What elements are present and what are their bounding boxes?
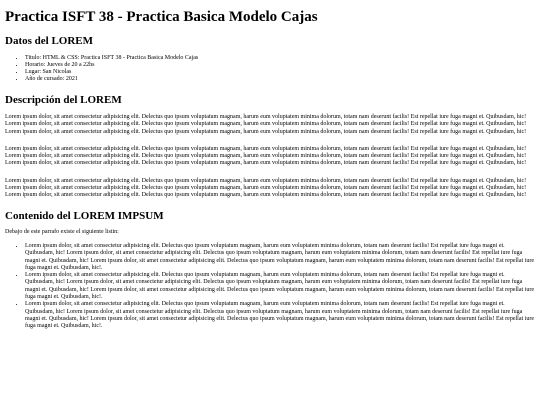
datos-item-anio: • Año de cursado: 2021	[25, 76, 535, 83]
contenido-list-item: • Lorem ipsum dolor, sit amet consectetur adipisicing elit. Delectus quo ipsum voluptatum magnam, harum eum voluptatem minima dolorum, totam nam deserunt facilis! Est repellat iure fuga magni et. Quibusdam, hic! Lorem ipsum dolor, sit amet consectetur adipisicing elit. Delectus quo ipsum voluptatum magnam, harum eum voluptatem minima dolorum, totam nam deserunt facilis! Est repellat iure fuga magni et. Quibusdam, hic! Lorem ipsum dolor, sit amet consectetur adipisicing elit. Delectus quo ipsum voluptatum magnam, harum eum voluptatem minima dolorum, totam nam deserunt facilis! Est repellat iure fuga magni et. Quibusdam, hic!.	[25, 301, 535, 330]
datos-section	[5, 35, 535, 83]
contenido-intro: Debajo de este parrafo existe el siguiente listin:	[5, 228, 119, 235]
datos-list	[5, 55, 535, 83]
datos-item-lugar: • Lugar: San Nicolas	[25, 69, 535, 76]
page-title: Practica ISFT 38 - Practica Basica Modelo Cajas	[5, 9, 318, 25]
descripcion-paragraph: Lorem ipsum dolor, sit amet consectetur adipisicing elit. Delectus quo ipsum voluptatum magnam, harum eum voluptatem minima dolorum, totam nam deserunt facilis! Est repellat iure fuga magni et. Quibusdam, hic! Lorem ipsum dolor, sit amet consectetur adipisicing elit. Delectus quo ipsum voluptatum magnam, harum eum voluptatem minima dolorum, totam nam deserunt facilis! Est repellat iure fuga magni et. Quibusdam, hic! Lorem ipsum dolor, sit amet consectetur adipisicing elit. Delectus quo ipsum voluptatum magnam, harum eum voluptatem minima dolorum, totam nam deserunt facilis! Est repellat iure fuga magni et. Quibusdam, hic!	[5, 114, 527, 135]
datos-heading: Datos del LOREM	[5, 35, 93, 47]
contenido-heading: Contenido del LOREM IMPSUM	[5, 209, 164, 222]
datos-item-horario: • Horario: Jueves de 20 a 22hs	[25, 62, 535, 69]
datos-item-titulo: • Titulo: HTML & CSS: Practica ISFT 38 - Practica Basica Modelo Cajas	[25, 55, 535, 62]
descripcion-section	[5, 94, 535, 200]
descripcion-paragraph: Lorem ipsum dolor, sit amet consectetur adipisicing elit. Delectus quo ipsum voluptatum magnam, harum eum voluptatem minima dolorum, totam nam deserunt facilis! Est repellat iure fuga magni et. Quibusdam, hic! Lorem ipsum dolor, sit amet consectetur adipisicing elit. Delectus quo ipsum voluptatum magnam, harum eum voluptatem minima dolorum, totam nam deserunt facilis! Est repellat iure fuga magni et. Quibusdam, hic! Lorem ipsum dolor, sit amet consectetur adipisicing elit. Delectus quo ipsum voluptatum magnam, harum eum voluptatem minima dolorum, totam nam deserunt facilis! Est repellat iure fuga magni et. Quibusdam, hic!	[5, 145, 527, 167]
descripcion-heading: Descripción del LOREM	[5, 94, 122, 106]
descripcion-paragraph: Lorem ipsum dolor, sit amet consectetur adipisicing elit. Delectus quo ipsum voluptatum magnam, harum eum voluptatem minima dolorum, totam nam deserunt facilis! Est repellat iure fuga magni et. Quibusdam, hic! Lorem ipsum dolor, sit amet consectetur adipisicing elit. Delectus quo ipsum voluptatum magnam, harum eum voluptatem minima dolorum, totam nam deserunt facilis! Est repellat iure fuga magni et. Quibusdam, hic! Lorem ipsum dolor, sit amet consectetur adipisicing elit. Delectus quo ipsum voluptatum magnam, harum eum voluptatem minima dolorum, totam nam deserunt facilis! Est repellat iure fuga magni et. Quibusdam, hic!	[5, 177, 527, 199]
contenido-section	[5, 210, 535, 331]
contenido-list-item: • Lorem ipsum dolor, sit amet consectetur adipisicing elit. Delectus quo ipsum voluptatum magnam, harum eum voluptatem minima dolorum, totam nam deserunt facilis! Est repellat iure fuga magni et. Quibusdam, hic! Lorem ipsum dolor, sit amet consectetur adipisicing elit. Delectus quo ipsum voluptatum magnam, harum eum voluptatem minima dolorum, totam nam deserunt facilis! Est repellat iure fuga magni et. Quibusdam, hic! Lorem ipsum dolor, sit amet consectetur adipisicing elit. Delectus quo ipsum voluptatum magnam, harum eum voluptatem minima dolorum, totam nam deserunt facilis! Est repellat iure fuga magni et. Quibusdam, hic!.	[25, 243, 535, 272]
contenido-list-item: • Lorem ipsum dolor, sit amet consectetur adipisicing elit. Delectus quo ipsum voluptatum magnam, harum eum voluptatem minima dolorum, totam nam deserunt facilis! Est repellat iure fuga magni et. Quibusdam, hic! Lorem ipsum dolor, sit amet consectetur adipisicing elit. Delectus quo ipsum voluptatum magnam, harum eum voluptatem minima dolorum, totam nam deserunt facilis! Est repellat iure fuga magni et. Quibusdam, hic! Lorem ipsum dolor, sit amet consectetur adipisicing elit. Delectus quo ipsum voluptatum magnam, harum eum voluptatem minima dolorum, totam nam deserunt facilis! Est repellat iure fuga magni et. Quibusdam, hic!.	[25, 272, 535, 301]
contenido-list	[5, 243, 535, 331]
